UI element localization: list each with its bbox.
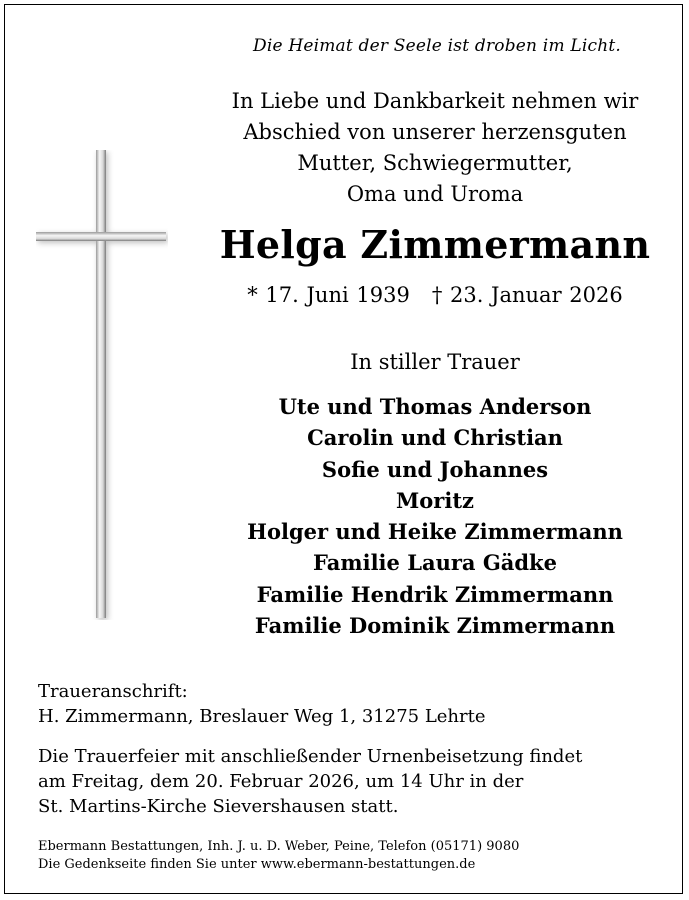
mourner: Familie Hendrik Zimmermann [256, 581, 614, 607]
death-date: † 23. Januar 2026 [431, 283, 623, 307]
deceased-name: Helga Zimmermann [219, 222, 651, 267]
address-value: H. Zimmermann, Breslauer Weg 1, 31275 Lehrte [38, 706, 486, 727]
footer-line: Ebermann Bestattungen, Inh. J. u. D. Weber, Peine, Telefon (05171) 9080 [38, 839, 520, 854]
ceremony-line: Die Trauerfeier mit anschließender Urnenbeisetzung findet [38, 746, 583, 767]
life-dates [200, 283, 670, 307]
ceremony-line: am Freitag, dem 20. Februar 2026, um 14 Uhr in der [38, 771, 524, 792]
address-label: Traueranschrift: [38, 681, 188, 702]
footer [38, 838, 519, 874]
mourner: Familie Laura Gädke [313, 550, 557, 576]
birth-date: * 17. Juni 1939 [247, 283, 410, 307]
mourner: Familie Dominik Zimmermann [254, 613, 616, 639]
intro-line: Abschied von unserer herzensguten [243, 120, 627, 144]
mourner: Holger und Heike Zimmermann [247, 519, 623, 545]
ceremony-text [38, 744, 678, 819]
mourning-heading: In stiller Trauer [350, 350, 520, 374]
mourners-list [200, 391, 670, 641]
mourner: Carolin und Christian [307, 425, 563, 451]
intro-line: Oma und Uroma [346, 182, 524, 206]
footer-line: Die Gedenkseite finden Sie unter www.ebermann-bestattungen.de [38, 857, 476, 872]
motto: Die Heimat der Seele ist droben im Licht. [252, 36, 621, 56]
mourner: Sofie und Johannes [321, 456, 549, 482]
ceremony-line: St. Martins-Kirche Sievershausen statt. [38, 796, 399, 817]
intro-text [200, 86, 670, 210]
address-block [38, 679, 486, 729]
intro-line: Mutter, Schwiegermutter, [297, 151, 573, 175]
intro-line: In Liebe und Dankbarkeit nehmen wir [231, 89, 639, 113]
cross-icon [36, 150, 168, 620]
mourner: Moritz [396, 487, 474, 513]
mourner: Ute und Thomas Anderson [278, 394, 592, 419]
